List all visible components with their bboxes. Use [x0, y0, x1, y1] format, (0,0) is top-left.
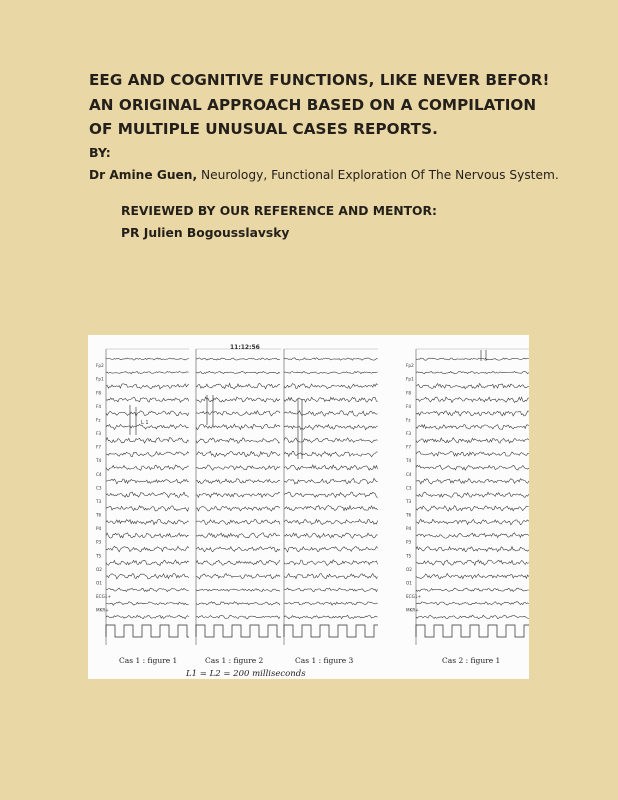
eeg-trace-p3-r14 — [284, 533, 378, 538]
channel-label: O2 — [406, 566, 412, 572]
eeg-trace-p2-r18 — [196, 589, 280, 592]
channel-label: F4 — [96, 403, 102, 409]
eeg-trace-p4-r8 — [416, 451, 529, 456]
eeg-trace-p4-r18 — [416, 588, 529, 591]
eeg-trace-p3-r1 — [284, 358, 378, 360]
eeg-trace-p1-r20 — [106, 615, 189, 619]
eeg-trace-p4-r4 — [416, 397, 529, 403]
channel-label: MKR+ — [406, 607, 419, 613]
eeg-trace-p3-r13 — [284, 519, 378, 524]
eeg-timestamp: 11:12:56 — [230, 344, 260, 351]
channel-label: T5 — [406, 553, 412, 559]
eeg-trace-p2-r10 — [196, 479, 280, 484]
channel-label: MKR+ — [96, 607, 109, 613]
eeg-trace-p4-r3 — [416, 384, 529, 389]
channel-label: Fp2 — [406, 363, 414, 369]
handwritten-note: L1 = L2 = 200 milliseconds — [186, 669, 306, 679]
eeg-trace-p2-r15 — [196, 547, 280, 552]
eeg-trace-p4-r9 — [416, 465, 529, 470]
eeg-trace-p1-r19 — [106, 602, 189, 606]
author-line — [89, 168, 559, 182]
channel-label: T4 — [406, 458, 412, 464]
channel-label: C4 — [96, 471, 102, 477]
channel-label: O1 — [406, 580, 412, 586]
eeg-trace-p4-r17 — [416, 574, 529, 579]
channel-label: P3 — [406, 539, 412, 545]
eeg-trace-p2-r8 — [196, 451, 280, 457]
channel-label: C3 — [96, 485, 102, 491]
eeg-trace-p1-r17 — [106, 574, 189, 580]
eeg-traces — [88, 335, 529, 679]
eeg-trace-p2-r9 — [196, 465, 280, 470]
channel-label: P3 — [96, 539, 102, 545]
caption-panel-4: Cas 2 : figure 1 — [442, 656, 501, 665]
eeg-trace-p2-r20 — [196, 615, 280, 619]
eeg-trace-p4-r11 — [416, 492, 529, 497]
eeg-trace-p3-r2 — [284, 371, 378, 373]
eeg-trace-p2-r19 — [196, 602, 280, 605]
author-name: Dr Amine Guen, — [89, 168, 198, 182]
reviewer-label: REVIEWED BY OUR REFERENCE AND MENTOR: — [121, 204, 437, 218]
marker-label-panel-1: L 1 — [141, 420, 149, 426]
channel-label: O2 — [96, 566, 102, 572]
channel-label: T3 — [96, 498, 102, 504]
channel-label: F7 — [406, 444, 412, 450]
eeg-trace-p1-r10 — [106, 479, 189, 484]
eeg-trace-p4-r2 — [416, 371, 529, 373]
title-line-1: EEG AND COGNITIVE FUNCTIONS, LIKE NEVER BEFOR! — [89, 71, 550, 89]
eeg-trace-p1-r14 — [106, 533, 189, 538]
channel-label: F3 — [406, 431, 412, 436]
eeg-trace-p4-r20 — [416, 615, 529, 619]
channel-label: ECG1+ — [96, 594, 111, 599]
channel-label: P4 — [96, 526, 102, 532]
eeg-trace-p2-r14 — [196, 533, 280, 538]
channel-label: F3 — [96, 431, 102, 436]
channel-label: Fp1 — [406, 376, 414, 382]
channel-label: F4 — [406, 403, 412, 409]
eeg-trace-p2-r11 — [196, 492, 280, 497]
eeg-trace-p3-r20 — [284, 615, 378, 619]
title-line-3: OF MULTIPLE UNUSUAL CASES REPORTS. — [89, 120, 438, 138]
marker-wave-p4 — [416, 625, 529, 637]
eeg-trace-p1-r1 — [106, 358, 189, 360]
eeg-trace-p2-r7 — [196, 438, 280, 444]
channel-label: Fp2 — [96, 363, 104, 369]
channel-label: C3 — [406, 485, 412, 491]
caption-panel-2: Cas 1 : figure 2 — [205, 656, 264, 665]
eeg-trace-p2-r1 — [196, 358, 280, 360]
eeg-trace-p3-r18 — [284, 588, 378, 592]
eeg-trace-p3-r12 — [284, 506, 378, 511]
eeg-trace-p1-r5 — [106, 411, 189, 416]
eeg-trace-p1-r12 — [106, 506, 189, 512]
eeg-trace-p2-r6 — [196, 424, 280, 429]
channel-label: O1 — [96, 580, 102, 586]
document-title — [89, 68, 589, 142]
eeg-trace-p4-r19 — [416, 602, 529, 606]
eeg-trace-p3-r19 — [284, 602, 378, 605]
eeg-trace-p1-r2 — [106, 372, 189, 374]
eeg-trace-p1-r8 — [106, 452, 189, 457]
eeg-trace-p1-r18 — [106, 588, 189, 592]
eeg-trace-p2-r17 — [196, 574, 280, 580]
eeg-trace-p1-r11 — [106, 492, 189, 497]
channel-label: ECG1+ — [406, 594, 421, 599]
caption-panel-1: Cas 1 : figure 1 — [119, 656, 178, 665]
eeg-trace-p3-r17 — [284, 574, 378, 579]
channel-label: C4 — [406, 471, 412, 477]
eeg-trace-p3-r10 — [284, 478, 378, 484]
eeg-trace-p2-r13 — [196, 519, 280, 524]
channel-label: P4 — [406, 526, 412, 532]
channel-label: T6 — [406, 512, 412, 518]
marker-wave-p2 — [196, 625, 281, 637]
eeg-trace-p4-r10 — [416, 479, 529, 485]
channel-label: T3 — [406, 498, 412, 504]
eeg-trace-p4-r16 — [416, 560, 529, 565]
by-label: BY: — [89, 145, 111, 160]
eeg-trace-p4-r6 — [416, 425, 529, 430]
eeg-trace-p1-r13 — [106, 519, 189, 524]
eeg-trace-p3-r15 — [284, 547, 378, 552]
eeg-trace-p1-r9 — [106, 465, 189, 470]
eeg-trace-p3-r11 — [284, 492, 378, 498]
marker-wave-p1 — [106, 625, 189, 637]
channel-label: F8 — [96, 390, 102, 396]
channel-label: T5 — [96, 553, 102, 559]
eeg-trace-p2-r16 — [196, 560, 280, 565]
channel-label: Fz — [96, 417, 101, 423]
eeg-trace-p4-r12 — [416, 506, 529, 512]
caption-panel-3: Cas 1 : figure 3 — [295, 656, 354, 665]
eeg-trace-p3-r16 — [284, 560, 378, 566]
channel-label: Fz — [406, 417, 411, 423]
channel-label: F8 — [406, 390, 412, 396]
eeg-trace-p2-r4 — [196, 397, 280, 402]
eeg-trace-p2-r2 — [196, 371, 280, 373]
eeg-trace-p4-r14 — [416, 533, 529, 538]
eeg-trace-p1-r15 — [106, 546, 189, 552]
eeg-trace-p3-r3 — [284, 384, 378, 389]
eeg-trace-p1-r3 — [106, 384, 189, 389]
eeg-trace-p1-r16 — [106, 560, 189, 566]
eeg-trace-p4-r1 — [416, 358, 529, 360]
eeg-figure — [88, 335, 529, 679]
eeg-trace-p4-r15 — [416, 547, 529, 552]
channel-label: Fp1 — [96, 376, 104, 382]
marker-wave-p3 — [284, 625, 378, 637]
eeg-trace-p1-r7 — [106, 438, 189, 444]
channel-label: T6 — [96, 512, 102, 518]
eeg-trace-p4-r13 — [416, 519, 529, 525]
eeg-trace-p3-r9 — [284, 465, 378, 470]
eeg-trace-p4-r7 — [416, 438, 529, 443]
channel-label: T4 — [96, 458, 102, 464]
title-line-2: AN ORIGINAL APPROACH BASED ON A COMPILATION — [89, 95, 537, 114]
eeg-trace-p2-r12 — [196, 506, 280, 511]
author-affiliation: Neurology, Functional Exploration Of The Nervous System. — [197, 168, 559, 182]
channel-label: F7 — [96, 444, 102, 450]
reviewer-name: PR Julien Bogousslavsky — [121, 226, 290, 240]
eeg-trace-p1-r4 — [106, 397, 189, 402]
eeg-trace-p2-r5 — [196, 411, 280, 416]
eeg-trace-p4-r5 — [416, 411, 529, 416]
eeg-trace-p2-r3 — [196, 383, 280, 389]
